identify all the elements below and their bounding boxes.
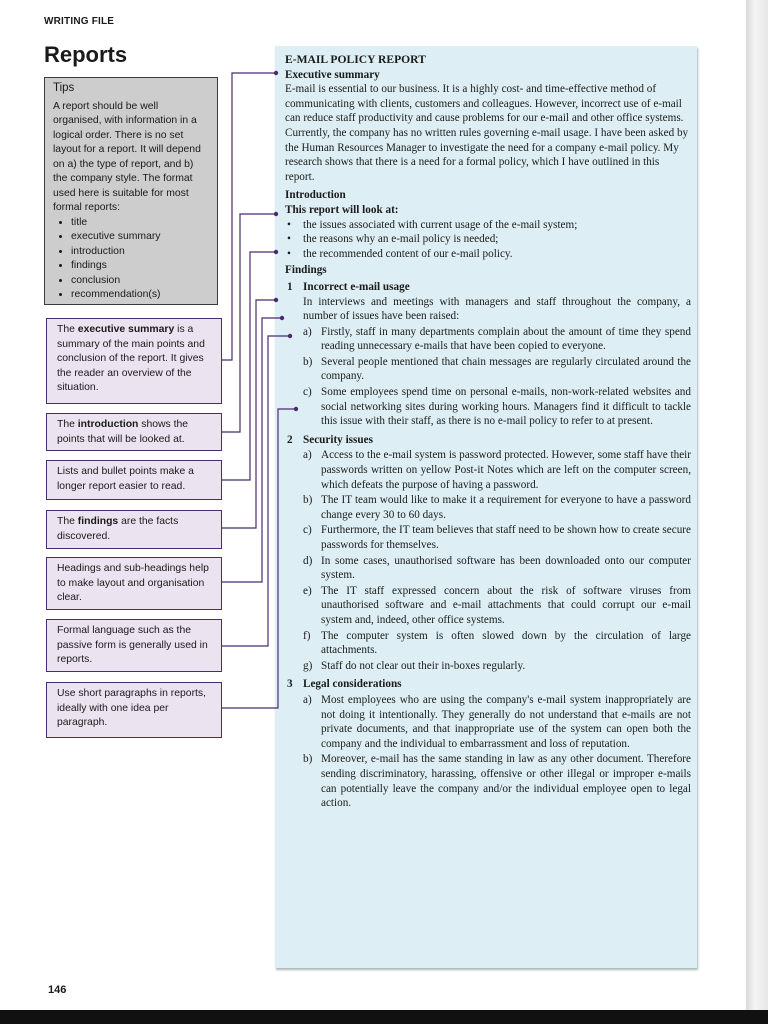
section-label: WRITING FILE bbox=[44, 16, 115, 27]
note-introduction: The introduction shows the points that will be looked at. bbox=[46, 413, 222, 451]
bottom-edge bbox=[0, 1010, 768, 1024]
tips-list-item: • executive summary bbox=[71, 230, 209, 245]
finding-item: f) The computer system is often slowed down by the circulation of large attachments. bbox=[303, 629, 691, 657]
finding-heading: 1 Incorrect e-mail usage bbox=[287, 280, 410, 293]
tips-heading: Tips bbox=[53, 82, 75, 94]
finding-heading: 2 Security issues bbox=[287, 433, 373, 446]
tips-list-item: • title bbox=[71, 216, 209, 231]
intro-heading: Introduction bbox=[285, 189, 346, 202]
tips-list-item: • findings bbox=[71, 259, 209, 274]
finding-item: d) In some cases, unauthorised software has been downloaded onto our computer system. bbox=[303, 554, 691, 582]
finding-item: c) Some employees spend time on personal e-mails, non-work-related websites and social networking sites during working hours. Managers find it difficult to tackle this issue with their staff, as there is no e-mail policy to refer to at present. bbox=[303, 386, 691, 428]
page-title: Reports bbox=[44, 42, 128, 67]
finding-item: g) Staff do not clear out their in-boxes regularly. bbox=[303, 659, 526, 672]
report-panel bbox=[275, 46, 697, 968]
finding-item: a) Firstly, staff in many departments complain about the amount of time they spend reading unnecessary e-mails that have been copied to everyone. bbox=[303, 325, 691, 353]
note-headings: Headings and sub-headings help to make layout and organisation clear. bbox=[46, 557, 222, 610]
tips-list-item: • recommendation(s) bbox=[71, 288, 209, 303]
tips-box bbox=[44, 77, 218, 305]
finding-item: a) Access to the e-mail system is password protected. However, some staff have their passwords written on yellow Post-it Notes which are left on the computer screen, which defeats the purpose of having a password. bbox=[303, 449, 691, 491]
exec-summary-para-2: Currently, the company has no written rules governing e-mail usage. I have been asked by the Human Resources Manager to investigate the need for a company e-mail policy. My research shows that there is a need for a formal policy, which I have outlined in this report. bbox=[285, 126, 689, 183]
tips-body: A report should be well organised, with information in a logical order. There is no set layout for a report. It will depend on a) the type of report, and b) the company style. The format used here is suitable for most formal reports: bbox=[53, 100, 201, 213]
note-lists-bullets: Lists and bullet points make a longer report easier to read. bbox=[46, 460, 222, 500]
tips-list bbox=[53, 216, 209, 303]
page-edge bbox=[746, 0, 768, 1024]
note-short-paragraphs: Use short paragraphs in reports, ideally with one idea per paragraph. bbox=[46, 682, 222, 738]
intro-subheading: This report will look at: bbox=[285, 203, 399, 216]
connector-line bbox=[222, 252, 276, 480]
finding-heading: 3 Legal considerations bbox=[287, 678, 402, 691]
findings-heading: Findings bbox=[285, 264, 327, 277]
finding-item: b) Several people mentioned that chain messages are regularly circulated around the company. bbox=[303, 355, 691, 383]
finding-item: b) The IT team would like to make it a requirement for everyone to have a password change every 30 to 60 days. bbox=[303, 494, 691, 521]
tips-list-item: • conclusion bbox=[71, 274, 209, 289]
finding-item: c) Furthermore, the IT team believes that staff need to be shown how to create secure passwords for themselves. bbox=[303, 524, 691, 551]
report-title: E-MAIL POLICY REPORT bbox=[285, 53, 426, 66]
intro-bullet: • the recommended content of our e-mail policy. bbox=[285, 247, 691, 262]
intro-bullet: • the reasons why an e-mail policy is needed; bbox=[285, 232, 691, 247]
page-number: 146 bbox=[48, 984, 67, 996]
finding-item: a) Most employees who are using the company's e-mail system inappropriately are not doing it intentionally. They generally do not understand that e-mails are not private documents, and that inappropriate use of the system can open both the company and the individual to embarrassment and loss of reputation. bbox=[303, 693, 691, 750]
connector-line bbox=[222, 318, 282, 582]
finding-item: e) The IT staff expressed concern about the risk of software viruses from unauthorised software and e-mail attachments that could corrupt our e-mail system and, indeed, other office systems. bbox=[303, 584, 691, 626]
note-executive-summary: The executive summary is a summary of the main points and conclusion of the report. It gives the reader an overview of the situation. bbox=[46, 318, 222, 404]
tips-list-item: • introduction bbox=[71, 245, 209, 260]
finding-item: b) Moreover, e-mail has the same standing in law as any other document. Therefore sending discriminatory, harassing, offensive or other illegal or improper e-mails can potentially leave the company and/or the individual employee open to legal action. bbox=[303, 753, 691, 810]
note-formal-language: Formal language such as the passive form is generally used in reports. bbox=[46, 619, 222, 672]
connector-line bbox=[222, 214, 276, 432]
finding-intro: In interviews and meetings with managers and staff throughout the company, a number of issues have been raised: bbox=[303, 295, 691, 323]
connector-line bbox=[222, 300, 276, 528]
intro-bullet: • the issues associated with current usage of the e-mail system; bbox=[285, 218, 691, 233]
connector-line bbox=[222, 73, 276, 360]
note-findings: The findings are the facts discovered. bbox=[46, 510, 222, 549]
exec-summary-para-1: E-mail is essential to our business. It is a highly cost- and time-effective method of communicating with clients, customers and colleagues. However, incorrect use of e-mail can reduce staff productivity and cause problems for our e-mail and other office systems. bbox=[285, 83, 684, 125]
exec-summary-heading: Executive summary bbox=[285, 68, 380, 81]
